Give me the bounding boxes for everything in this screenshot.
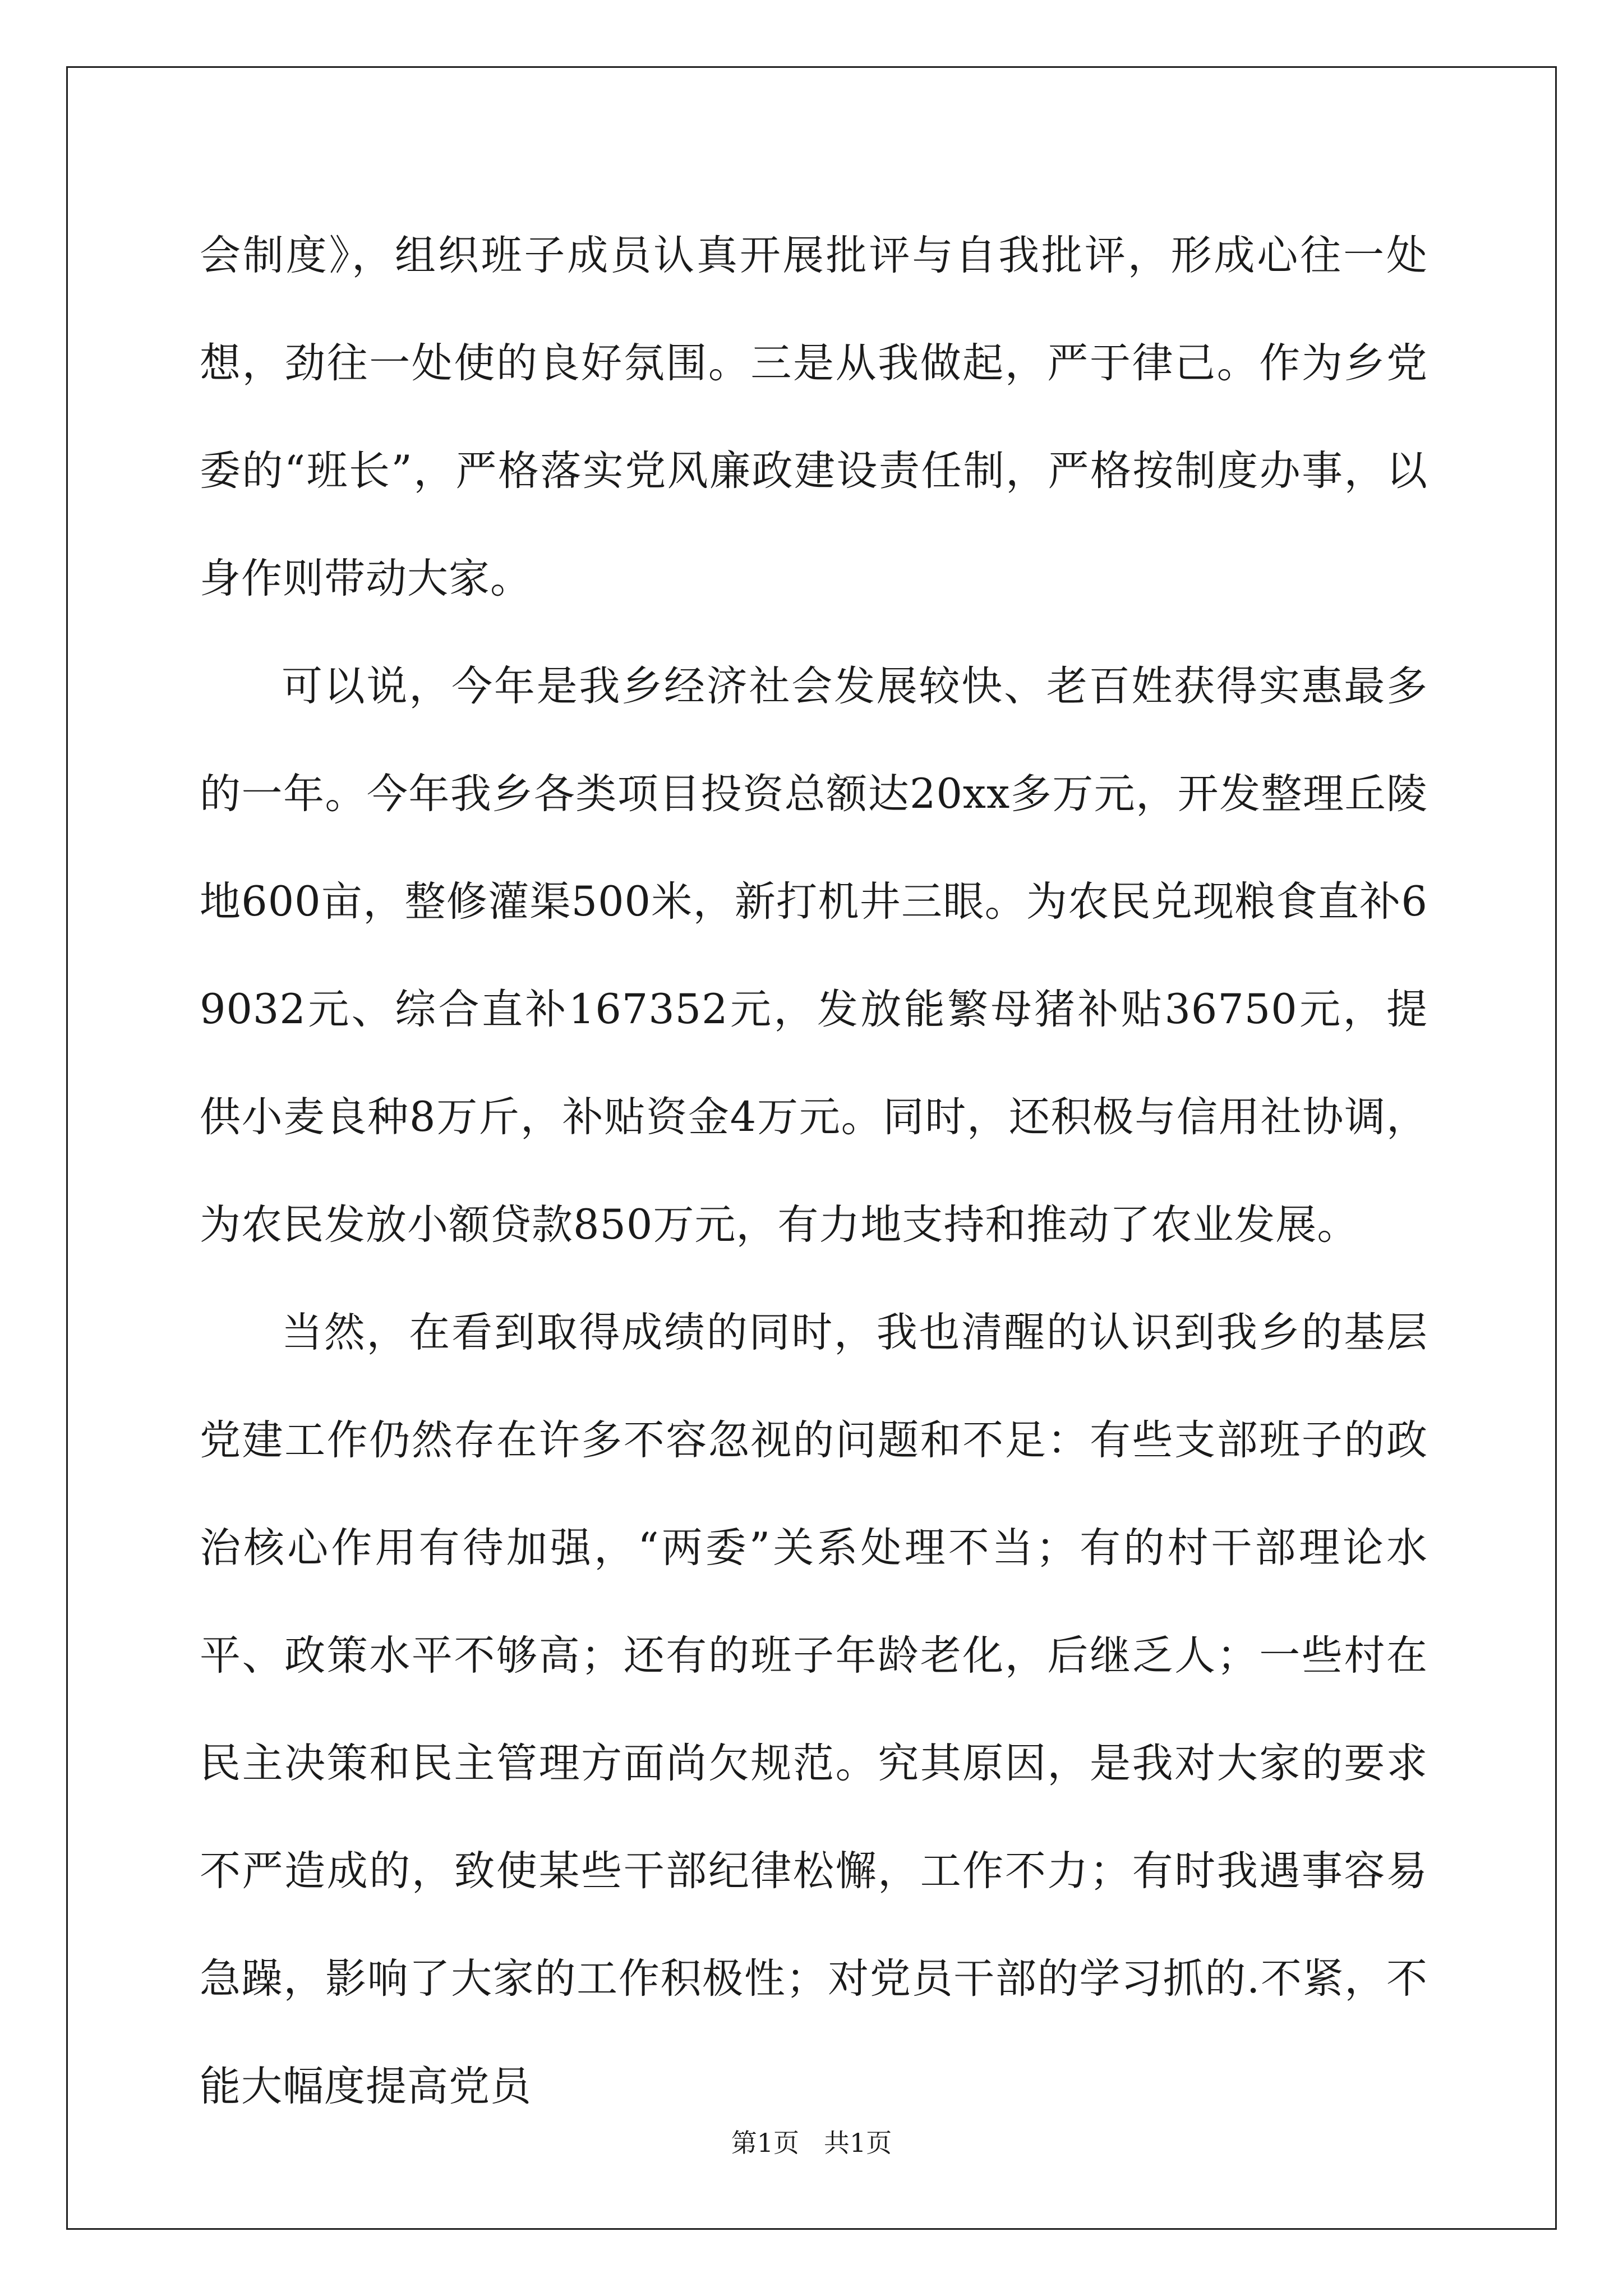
document-body [200,202,1428,2141]
paragraph-1: 会制度》，组织班子成员认真开展批评与自我批评，形成心往一处想，劲往一处使的良好氛围。三是从我做起，严于律己。作为乡党委的“班长”，严格落实党风廉政建设责任制，严格按制度办事，以身作则带动大家。 [200,232,1428,602]
page-total: 共1页 [823,2128,892,2158]
page-footer [0,2126,1623,2160]
paragraph-2: 可以说，今年是我乡经济社会发展较快、老百姓获得实惠最多的一年。今年我乡各类项目投资总额达20xx多万元，开发整理丘陵地600亩，整修灌渠500米，新打机井三眼。为农民兑现粮食直补69032元、综合直补167352元，发放能繁母猪补贴36750元，提供小麦良种8万斤，补贴资金4万元。同时，还积极与信用社协调，为农民发放小额贷款850万元，有力地支持和推动了农业发展。 [200,662,1428,1249]
paragraph-3: 当然，在看到取得成绩的同时，我也清醒的认识到我乡的基层党建工作仍然存在许多不容忽视的问题和不足：有些支部班子的政治核心作用有待加强，“两委”关系处理不当；有的村干部理论水平、政策水平不够高；还有的班子年龄老化，后继乏人；一些村在民主决策和民主管理方面尚欠规范。究其原因，是我对大家的要求不严造成的，致使某些干部纪律松懈，工作不力；有时我遇事容易急躁，影响了大家的工作积极性；对党员干部的学习抓的.不紧，不能大幅度提高党员 [200,1309,1428,2110]
page-number: 第1页 [731,2128,800,2158]
